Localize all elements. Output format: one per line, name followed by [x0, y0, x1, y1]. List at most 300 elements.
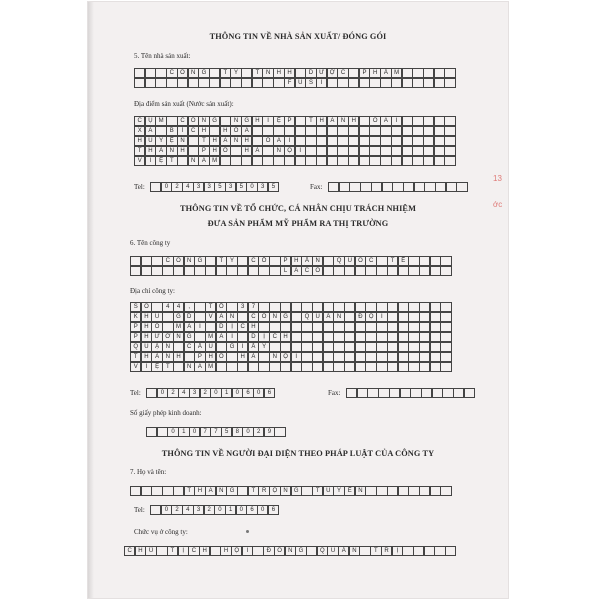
- char-cell: [269, 302, 280, 312]
- char-cell: [387, 352, 398, 362]
- char-cell: [194, 312, 205, 322]
- char-cell: 0: [253, 388, 264, 398]
- char-cell: U: [327, 546, 338, 556]
- char-cell: [162, 322, 173, 332]
- char-cell: N: [216, 486, 227, 496]
- char-cell: Ủ: [145, 546, 156, 556]
- char-cell: [156, 546, 167, 556]
- char-cell: U: [141, 342, 152, 352]
- char-cell: 6: [264, 388, 275, 398]
- heading-manufacturer: THÔNG TIN VỀ NHÀ SẢN XUẤT/ ĐÓNG GÓI: [209, 32, 387, 41]
- char-cell: M: [205, 362, 216, 372]
- char-cell: [262, 78, 273, 88]
- char-cell: [444, 146, 455, 156]
- char-cell: [387, 322, 398, 332]
- char-cell: [440, 486, 451, 496]
- char-cell: [188, 136, 199, 146]
- char-cell: [382, 182, 393, 192]
- char-cell: 5: [214, 182, 225, 192]
- char-cell: [391, 78, 402, 88]
- char-cell: H: [241, 136, 252, 146]
- char-cell: [269, 322, 280, 332]
- char-cell: 0: [167, 427, 178, 437]
- char-cell: A: [291, 266, 302, 276]
- char-cell: [295, 126, 306, 136]
- char-cell: [155, 68, 166, 78]
- char-cell: G: [209, 116, 220, 126]
- char-cell: 1: [178, 427, 189, 437]
- char-cell: I: [295, 146, 306, 156]
- manufacturer-address-row-1: [134, 116, 455, 126]
- char-cell: [248, 362, 259, 372]
- char-cell: [141, 256, 152, 266]
- char-cell: [440, 312, 451, 322]
- char-cell: [312, 352, 323, 362]
- char-cell: [453, 388, 464, 398]
- rep-name-label: 7. Họ và tên:: [130, 468, 167, 476]
- char-cell: [323, 302, 334, 312]
- char-cell: C: [184, 342, 195, 352]
- char-cell: 1: [225, 505, 236, 515]
- char-cell: [403, 182, 414, 192]
- char-cell: [402, 78, 413, 88]
- char-cell: [273, 156, 284, 166]
- char-cell: H: [316, 116, 327, 126]
- char-cell: [398, 486, 409, 496]
- char-cell: N: [188, 68, 199, 78]
- char-cell: A: [194, 362, 205, 372]
- char-cell: [146, 388, 157, 398]
- char-cell: 6: [246, 505, 257, 515]
- char-cell: I: [316, 78, 327, 88]
- char-cell: P: [130, 322, 141, 332]
- char-cell: [344, 322, 355, 332]
- char-cell: [376, 332, 387, 342]
- char-cell: M: [209, 156, 220, 166]
- char-cell: Q: [130, 342, 141, 352]
- char-cell: [333, 302, 344, 312]
- char-cell: [430, 266, 441, 276]
- company-fax-label: Fax:: [328, 389, 341, 397]
- char-cell: [327, 78, 338, 88]
- char-cell: [295, 68, 306, 78]
- char-cell: [134, 68, 145, 78]
- char-cell: [323, 322, 334, 332]
- char-cell: [209, 78, 220, 88]
- char-cell: [365, 352, 376, 362]
- char-cell: I: [226, 332, 237, 342]
- ink-dot: [246, 530, 249, 533]
- char-cell: Ư: [316, 68, 327, 78]
- company-address-label: Địa chỉ công ty:: [130, 287, 175, 295]
- char-cell: [344, 266, 355, 276]
- char-cell: [230, 146, 241, 156]
- char-cell: [444, 156, 455, 166]
- char-cell: [413, 546, 424, 556]
- char-cell: Ố: [220, 146, 231, 156]
- char-cell: [205, 256, 216, 266]
- char-cell: B: [166, 126, 177, 136]
- char-cell: [444, 136, 455, 146]
- char-cell: [398, 266, 409, 276]
- char-cell: [424, 546, 435, 556]
- char-cell: [387, 486, 398, 496]
- char-cell: [166, 78, 177, 88]
- char-cell: [430, 322, 441, 332]
- char-cell: [398, 362, 409, 372]
- char-cell: Ệ: [155, 156, 166, 166]
- char-cell: 4: [173, 302, 184, 312]
- char-cell: [369, 156, 380, 166]
- char-cell: [316, 146, 327, 156]
- char-cell: [230, 156, 241, 166]
- char-cell: Ờ: [162, 332, 173, 342]
- char-cell: A: [198, 156, 209, 166]
- char-cell: 2: [171, 182, 182, 192]
- char-cell: [237, 486, 248, 496]
- char-cell: [274, 427, 285, 437]
- company-address-row-3: [130, 322, 451, 332]
- char-cell: Y: [230, 68, 241, 78]
- char-cell: [419, 312, 430, 322]
- char-cell: [237, 256, 248, 266]
- char-cell: G: [226, 342, 237, 352]
- char-cell: H: [173, 352, 184, 362]
- char-cell: [424, 182, 435, 192]
- char-cell: 3: [193, 505, 204, 515]
- manufacturer-address-row-2: [134, 126, 455, 136]
- char-cell: [434, 156, 445, 166]
- char-cell: [355, 342, 366, 352]
- char-cell: [301, 322, 312, 332]
- char-cell: [434, 126, 445, 136]
- char-cell: L: [280, 266, 291, 276]
- char-cell: [365, 362, 376, 372]
- char-cell: [173, 486, 184, 496]
- char-cell: [291, 342, 302, 352]
- char-cell: 0: [189, 427, 200, 437]
- manufacturer-tel-row: [150, 182, 278, 192]
- char-cell: [408, 332, 419, 342]
- char-cell: F: [284, 78, 295, 88]
- char-cell: [226, 302, 237, 312]
- char-cell: T: [198, 136, 209, 146]
- char-cell: 3: [257, 182, 268, 192]
- char-cell: A: [220, 136, 231, 146]
- char-cell: [355, 266, 366, 276]
- char-cell: H: [280, 332, 291, 342]
- char-cell: I: [284, 136, 295, 146]
- char-cell: [376, 302, 387, 312]
- char-cell: [434, 78, 445, 88]
- char-cell: T: [252, 68, 263, 78]
- document-page: [88, 2, 508, 598]
- char-cell: [434, 546, 445, 556]
- manufacturer-address-row-5: [134, 156, 455, 166]
- char-cell: [184, 266, 195, 276]
- char-cell: [355, 362, 366, 372]
- char-cell: [440, 302, 451, 312]
- char-cell: [151, 486, 162, 496]
- char-cell: [323, 332, 334, 342]
- char-cell: [333, 332, 344, 342]
- char-cell: N: [166, 146, 177, 156]
- char-cell: [359, 78, 370, 88]
- char-cell: H: [220, 126, 231, 136]
- manufacturer-name-label: 5. Tên nhà sản xuất:: [134, 52, 191, 60]
- char-cell: N: [230, 116, 241, 126]
- char-cell: O: [262, 136, 273, 146]
- char-cell: [220, 156, 231, 166]
- char-cell: P: [280, 256, 291, 266]
- char-cell: H: [199, 546, 210, 556]
- char-cell: S: [130, 302, 141, 312]
- char-cell: G: [184, 332, 195, 342]
- char-cell: [312, 302, 323, 312]
- char-cell: [226, 352, 237, 362]
- char-cell: 2: [167, 388, 178, 398]
- char-cell: C: [162, 256, 173, 266]
- char-cell: O: [369, 116, 380, 126]
- char-cell: [177, 156, 188, 166]
- char-cell: N: [173, 332, 184, 342]
- char-cell: [328, 182, 339, 192]
- char-cell: [365, 342, 376, 352]
- char-cell: O: [312, 266, 323, 276]
- char-cell: [444, 126, 455, 136]
- char-cell: K: [130, 312, 141, 322]
- char-cell: [301, 352, 312, 362]
- char-cell: N: [269, 312, 280, 322]
- char-cell: [205, 266, 216, 276]
- char-cell: Ấ: [248, 342, 259, 352]
- char-cell: [423, 156, 434, 166]
- char-cell: H: [141, 322, 152, 332]
- char-cell: T: [305, 116, 316, 126]
- rep-position-label: Chức vụ ở công ty:: [134, 528, 188, 536]
- char-cell: [402, 116, 413, 126]
- char-cell: H: [241, 146, 252, 156]
- char-cell: [284, 126, 295, 136]
- char-cell: T: [370, 546, 381, 556]
- char-cell: Ế: [398, 256, 409, 266]
- char-cell: N: [355, 486, 366, 496]
- char-cell: [412, 126, 423, 136]
- char-cell: U: [151, 312, 162, 322]
- char-cell: A: [241, 126, 252, 136]
- char-cell: [348, 136, 359, 146]
- char-cell: [369, 78, 380, 88]
- company-name-label: 6. Tên công ty: [130, 239, 171, 247]
- char-cell: N: [230, 136, 241, 146]
- char-cell: I: [145, 156, 156, 166]
- char-cell: Ổ: [216, 302, 227, 312]
- char-cell: [408, 302, 419, 312]
- char-cell: G: [194, 256, 205, 266]
- char-cell: Ô: [173, 256, 184, 266]
- char-cell: [337, 78, 348, 88]
- char-cell: Ộ: [365, 312, 376, 322]
- char-cell: [402, 546, 413, 556]
- char-cell: [291, 362, 302, 372]
- char-cell: Ầ: [301, 256, 312, 266]
- char-cell: [337, 156, 348, 166]
- char-cell: Ô: [177, 68, 188, 78]
- char-cell: [423, 136, 434, 146]
- char-cell: [391, 136, 402, 146]
- char-cell: À: [155, 146, 166, 156]
- char-cell: Ô: [258, 312, 269, 322]
- char-cell: T: [205, 302, 216, 312]
- char-cell: [430, 312, 441, 322]
- char-cell: [280, 342, 291, 352]
- char-cell: [237, 362, 248, 372]
- char-cell: Ị: [258, 332, 269, 342]
- char-cell: [237, 312, 248, 322]
- char-cell: N: [177, 136, 188, 146]
- rep-position-row: [124, 546, 456, 556]
- char-cell: 0: [232, 388, 243, 398]
- char-cell: C: [124, 546, 135, 556]
- char-cell: [376, 352, 387, 362]
- char-cell: [141, 486, 152, 496]
- char-cell: U: [344, 256, 355, 266]
- char-cell: [442, 388, 453, 398]
- char-cell: [157, 427, 168, 437]
- char-cell: D: [184, 312, 195, 322]
- char-cell: [387, 302, 398, 312]
- char-cell: [269, 266, 280, 276]
- char-cell: [305, 126, 316, 136]
- char-cell: [392, 182, 403, 192]
- char-cell: [339, 182, 350, 192]
- char-cell: C: [248, 312, 259, 322]
- char-cell: À: [252, 146, 263, 156]
- char-cell: 3: [193, 182, 204, 192]
- char-cell: [141, 266, 152, 276]
- char-cell: C: [188, 546, 199, 556]
- char-cell: Ộ: [284, 146, 295, 156]
- char-cell: T: [130, 352, 141, 362]
- char-cell: A: [327, 116, 338, 126]
- char-cell: C: [365, 256, 376, 266]
- char-cell: Ể: [344, 486, 355, 496]
- char-cell: [376, 342, 387, 352]
- char-cell: Ộ: [280, 352, 291, 362]
- char-cell: [398, 312, 409, 322]
- char-cell: [323, 266, 334, 276]
- char-cell: [434, 146, 445, 156]
- char-cell: C: [177, 116, 188, 126]
- char-cell: [346, 388, 357, 398]
- char-cell: 0: [161, 505, 172, 515]
- char-cell: A: [380, 116, 391, 126]
- char-cell: [380, 78, 391, 88]
- char-cell: [258, 352, 269, 362]
- char-cell: H: [141, 352, 152, 362]
- char-cell: 1: [221, 388, 232, 398]
- char-cell: [216, 342, 227, 352]
- char-cell: N: [184, 362, 195, 372]
- char-cell: [348, 68, 359, 78]
- char-cell: [360, 182, 371, 192]
- char-cell: U: [145, 136, 156, 146]
- char-cell: [412, 116, 423, 126]
- char-cell: [262, 126, 273, 136]
- char-cell: H: [248, 322, 259, 332]
- char-cell: [155, 78, 166, 88]
- char-cell: [359, 116, 370, 126]
- char-cell: [387, 266, 398, 276]
- char-cell: 7: [248, 302, 259, 312]
- char-cell: [419, 256, 430, 266]
- company-address-row-2: [130, 312, 451, 322]
- char-cell: G: [280, 312, 291, 322]
- char-cell: [327, 126, 338, 136]
- char-cell: [173, 266, 184, 276]
- company-address-row-4: [130, 332, 451, 342]
- char-cell: I: [194, 322, 205, 332]
- char-cell: 3: [189, 388, 200, 398]
- char-cell: R: [381, 546, 392, 556]
- char-cell: [344, 312, 355, 322]
- char-cell: [166, 116, 177, 126]
- char-cell: A: [216, 332, 227, 342]
- char-cell: [209, 126, 220, 136]
- char-cell: [177, 78, 188, 88]
- char-cell: Ụ: [145, 116, 156, 126]
- char-cell: [273, 126, 284, 136]
- char-cell: [430, 362, 441, 372]
- char-cell: 4: [178, 388, 189, 398]
- char-cell: 5: [236, 182, 247, 192]
- char-cell: [151, 302, 162, 312]
- char-cell: 5: [268, 182, 279, 192]
- char-cell: [252, 126, 263, 136]
- char-cell: [337, 136, 348, 146]
- char-cell: Ố: [355, 256, 366, 266]
- company-tel-row: [146, 388, 274, 398]
- char-cell: [316, 136, 327, 146]
- char-cell: ,: [184, 302, 195, 312]
- char-cell: 0: [210, 388, 221, 398]
- char-cell: [188, 146, 199, 156]
- char-cell: [380, 156, 391, 166]
- char-cell: [210, 546, 221, 556]
- char-cell: [194, 332, 205, 342]
- char-cell: 7: [200, 427, 211, 437]
- char-cell: 2: [253, 427, 264, 437]
- char-cell: [162, 486, 173, 496]
- char-cell: V: [134, 156, 145, 166]
- char-cell: N: [226, 312, 237, 322]
- char-cell: [412, 68, 423, 78]
- char-cell: [402, 156, 413, 166]
- char-cell: [359, 156, 370, 166]
- char-cell: [376, 362, 387, 372]
- char-cell: Ư: [151, 332, 162, 342]
- char-cell: [398, 352, 409, 362]
- license-row: [146, 427, 285, 437]
- char-cell: [162, 266, 173, 276]
- char-cell: N: [184, 256, 195, 266]
- char-cell: [151, 266, 162, 276]
- char-cell: [389, 388, 400, 398]
- char-cell: 5: [221, 427, 232, 437]
- char-cell: Ộ: [231, 546, 242, 556]
- char-cell: 3: [204, 182, 215, 192]
- char-cell: G: [198, 68, 209, 78]
